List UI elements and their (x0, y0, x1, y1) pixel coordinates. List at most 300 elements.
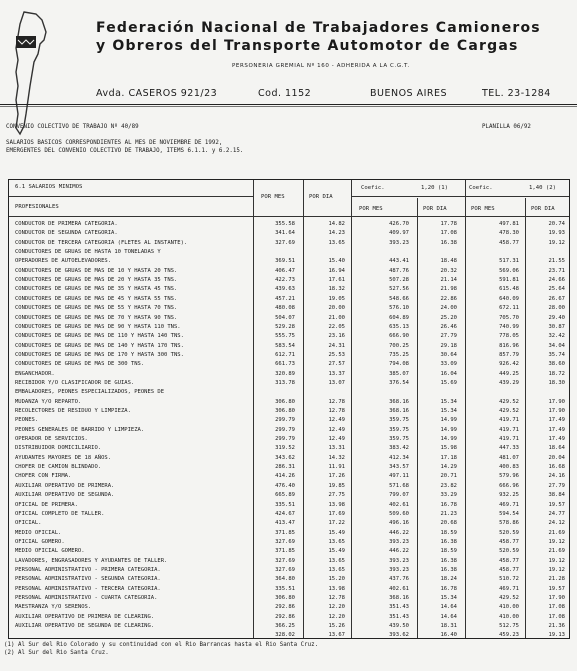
cell-value: 19.12 (548, 566, 565, 573)
cell-value: 12.49 (328, 436, 345, 443)
table-row (9, 323, 569, 333)
table-row (9, 594, 569, 604)
cell-value: 20.68 (440, 520, 457, 527)
cell-value: 24.77 (548, 510, 565, 517)
cell-value: 27.79 (548, 482, 565, 489)
cell-value: 393.23 (389, 538, 409, 545)
cell-value: 410.00 (499, 604, 519, 611)
cell-value: 292.86 (275, 604, 295, 611)
cell-value: 412.34 (389, 454, 409, 461)
cell-value: 27.75 (328, 492, 345, 499)
table-row (9, 351, 569, 361)
cell-value: 21.14 (440, 277, 457, 284)
cell-value: 359.75 (389, 417, 409, 424)
cell-value: 400.83 (499, 464, 519, 471)
cell-value: 15.34 (440, 408, 457, 414)
table-row (9, 285, 569, 295)
cell-value: 34.04 (548, 342, 565, 349)
cell-value: 19.12 (548, 239, 565, 246)
cell-value: 13.67 (328, 632, 345, 639)
cell-value: 857.79 (499, 351, 519, 358)
cell-value: 439.29 (499, 379, 519, 386)
cell-value: 28.00 (548, 305, 565, 312)
cell-value: 19.57 (548, 501, 565, 508)
row-label: CHOFER CON FIRMA. (15, 473, 72, 480)
cell-value: 666.96 (499, 482, 519, 489)
org-line-1: Federación Nacional de Trabajadores Camioneros (96, 20, 541, 36)
cell-value: 33.29 (440, 492, 457, 499)
cell-value: 313.78 (275, 379, 295, 386)
cell-value: 481.07 (499, 454, 519, 461)
cell-value: 476.40 (275, 482, 295, 489)
cell-value: 24.66 (548, 277, 565, 284)
row-label: EMBALADORES, PEONES ESPECIALIZADOS, PEONES DE (15, 389, 165, 396)
table-row (9, 444, 569, 454)
row-label: AUXILIAR OPERATIVO DE SEGUNDA. (15, 492, 115, 499)
cell-value: 21.98 (440, 286, 457, 293)
row-label: RECIBIDOR Y/O CLASIFICADOR DE GUIAS. (15, 379, 135, 386)
cell-value: 410.00 (499, 613, 519, 620)
row-label: MEDIO OFICIAL GOMERO. (15, 548, 85, 555)
cell-value: 18.31 (440, 623, 457, 630)
city: BUENOS AIRES (370, 88, 448, 99)
cell-value: 306.80 (275, 595, 295, 601)
col-header-por-dia: POR DIA (309, 194, 333, 200)
cell-value: 429.52 (499, 408, 519, 414)
cell-value: 458.77 (499, 239, 519, 246)
cell-value: 25.64 (548, 286, 565, 293)
cell-value: 17.69 (328, 510, 345, 517)
cell-value: 437.76 (389, 576, 409, 583)
cell-value: 406.47 (275, 267, 295, 274)
cell-value: 449.25 (499, 370, 519, 377)
salary-table (8, 179, 570, 639)
cell-value: 816.96 (499, 342, 519, 349)
cell-value: 439.63 (275, 286, 295, 293)
cell-value: 38.60 (548, 361, 565, 368)
cell-value: 15.26 (328, 623, 345, 630)
cell-value: 343.62 (275, 454, 295, 461)
cell-value: 459.23 (499, 632, 519, 639)
cell-value: 17.61 (328, 277, 345, 284)
table-row (9, 603, 569, 613)
cell-value: 13.65 (328, 239, 345, 246)
row-label: OFICIAL COMPLETO DE TALLER. (15, 510, 105, 517)
cell-value: 446.22 (389, 529, 409, 536)
cell-value: 458.77 (499, 566, 519, 573)
argentina-map-icon (6, 10, 50, 136)
cell-value: 15.34 (440, 595, 457, 601)
row-label: CHOFER DE CAMION BLINDADO. (15, 464, 102, 471)
cell-value: 368.16 (389, 595, 409, 601)
table-row (9, 557, 569, 567)
table-row (9, 398, 569, 408)
row-label: CONDUCTOR DE SEGUNDA CATEGORIA. (15, 230, 118, 237)
row-label: OFICIAL. (15, 520, 42, 527)
cell-value: 778.05 (499, 333, 519, 340)
row-label: CONDUCTORES DE GRUAS DE MAS DE 35 Y HASTA 45 TNS. (15, 286, 178, 293)
cell-value: 21.36 (548, 623, 565, 630)
row-label: PERSONAL ADMINISTRATIVO - PRIMERA CATEGORIA. (15, 566, 161, 573)
table-row (9, 267, 569, 277)
cell-value: 510.72 (499, 576, 519, 583)
row-label: MAESTRANZA Y/O SERENOS. (15, 604, 92, 611)
row-label: OPERADORES DE AUTOELEVADORES. (15, 258, 112, 265)
cell-value: 19.05 (328, 295, 345, 302)
table-row (9, 547, 569, 557)
cell-value: 12.49 (328, 417, 345, 424)
row-label: LAVADORES, ENGRASADORES Y AYUDANTES DE TALLER. (15, 557, 168, 564)
row-label: RECOLECTORES DE RESIDUO Y LIMPIEZA. (15, 408, 131, 414)
cell-value: 443.41 (389, 258, 409, 265)
cell-value: 926.42 (499, 361, 519, 368)
cell-value: 13.31 (328, 445, 345, 452)
cell-value: 439.50 (389, 623, 409, 630)
cell-value: 578.86 (499, 520, 519, 527)
cell-value: 419.71 (499, 426, 519, 433)
table-row (9, 622, 569, 632)
cell-value: 26.46 (440, 323, 457, 330)
cell-value: 16.38 (440, 557, 457, 564)
cell-value: 16.78 (440, 501, 457, 508)
cell-value: 14.82 (328, 221, 345, 227)
cell-value: 13.65 (328, 538, 345, 545)
cell-value: 12.20 (328, 613, 345, 620)
personeria-gremial: PERSONERIA GREMIAL Nº 160 - ADHERIDA A LA C.G.T. (232, 63, 410, 69)
cell-value: 14.99 (440, 426, 457, 433)
row-label: CONDUCTORES DE GRUAS DE MAS DE 140 Y HASTA 170 TNS. (15, 342, 184, 349)
cell-value: 15.69 (440, 379, 457, 386)
cell-value: 15.49 (328, 548, 345, 555)
row-label: AUXILIAR OPERATIVO DE PRIMERA DE CLEARING. (15, 613, 155, 620)
cell-value: 413.47 (275, 520, 295, 527)
cell-value: 393.23 (389, 566, 409, 573)
cell-value: 327.69 (275, 239, 295, 246)
cell-value: 496.16 (389, 520, 409, 527)
cell-value: 640.09 (499, 295, 519, 302)
cell-value: 735.25 (389, 351, 409, 358)
footnote-2: (2) Al Sur del Rio Santa Cruz. (4, 650, 109, 656)
cell-value: 497.11 (389, 473, 409, 480)
cell-value: 16.94 (328, 267, 345, 274)
cell-value: 383.42 (389, 445, 409, 452)
table-row (9, 370, 569, 380)
cell-value: 12.78 (328, 408, 345, 414)
col-header-coef2-dia: POR DIA (531, 206, 555, 212)
table-row (9, 482, 569, 492)
cell-value: 364.80 (275, 576, 295, 583)
cell-value: 18.30 (548, 379, 565, 386)
row-label: OFICIAL DE PRIMERA. (15, 501, 78, 508)
table-row (9, 613, 569, 623)
cell-value: 14.99 (440, 417, 457, 424)
cell-value: 480.08 (275, 305, 295, 312)
cell-value: 17.08 (548, 613, 565, 620)
cell-value: 13.98 (328, 585, 345, 592)
cell-value: 19.85 (328, 482, 345, 489)
cell-value: 576.10 (389, 305, 409, 312)
cell-value: 366.25 (275, 623, 295, 630)
cell-value: 299.79 (275, 436, 295, 443)
table-row (9, 379, 569, 389)
intro-line-1: SALARIOS BASICOS CORRESPONDIENTES AL MES DE NOVIEMBRE DE 1992, (6, 140, 223, 146)
cell-value: 20.00 (328, 305, 345, 312)
cell-value: 371.85 (275, 548, 295, 555)
cell-value: 17.18 (440, 454, 457, 461)
row-label: PEONES GENERALES DE BARRIDO Y LIMPIEZA. (15, 426, 145, 433)
cell-value: 15.49 (328, 529, 345, 536)
table-row (9, 332, 569, 342)
cell-value: 799.07 (389, 492, 409, 499)
cell-value: 740.99 (499, 323, 519, 330)
footnotes (4, 641, 318, 657)
cell-value: 705.70 (499, 314, 519, 321)
cell-value: 18.48 (440, 258, 457, 265)
header-divider (0, 104, 577, 105)
cell-value: 665.89 (275, 492, 295, 499)
cell-value: 20.32 (440, 267, 457, 274)
address: Avda. CASEROS 921/23 (96, 88, 218, 99)
col-header-por-mes: POR MES (261, 194, 285, 200)
cell-value: 520.59 (499, 529, 519, 536)
cell-value: 414.26 (275, 473, 295, 480)
cell-value: 579.96 (499, 473, 519, 480)
cell-value: 327.69 (275, 557, 295, 564)
row-label: CONDUCTORES DE GRUAS DE MAS DE 110 Y HASTA 140 TNS. (15, 333, 184, 340)
cell-value: 19.93 (548, 230, 565, 237)
cell-value: 368.16 (389, 408, 409, 414)
cell-value: 33.09 (440, 361, 457, 368)
cell-value: 24.12 (548, 520, 565, 527)
cell-value: 21.69 (548, 529, 565, 536)
cell-value: 15.34 (440, 398, 457, 405)
cell-value: 22.05 (328, 323, 345, 330)
cell-value: 21.69 (548, 548, 565, 555)
cell-value: 509.60 (389, 510, 409, 517)
cell-value: 24.16 (548, 473, 565, 480)
cell-value: 29.18 (440, 342, 457, 349)
table-row (9, 239, 569, 249)
cell-value: 571.68 (389, 482, 409, 489)
col-header-coef1-mes: POR MES (359, 206, 383, 212)
cell-value: 583.54 (275, 342, 295, 349)
table-row (9, 463, 569, 473)
table-row (9, 304, 569, 314)
row-label: PERSONAL ADMINISTRATIVO - CUARTA CATEGORIA. (15, 595, 158, 601)
cell-value: 429.52 (499, 398, 519, 405)
cell-value: 13.98 (328, 501, 345, 508)
cell-value: 286.31 (275, 464, 295, 471)
convenio-number: CONVENIO COLECTIVO DE TRABAJO Nº 40/89 (6, 124, 139, 130)
cell-value: 292.86 (275, 613, 295, 620)
cell-value: 30.87 (548, 323, 565, 330)
table-row (9, 257, 569, 267)
cell-value: 429.52 (499, 595, 519, 601)
cell-value: 529.28 (275, 323, 295, 330)
table-row (9, 491, 569, 501)
cell-value: 25.53 (328, 351, 345, 358)
intro-line-2: EMERGENTES DEL CONVENIO COLECTIVO DE TRABAJO, ITEMS 6.1.1. y 6.2.15. (6, 148, 244, 154)
cell-value: 12.78 (328, 595, 345, 601)
table-row (9, 426, 569, 436)
cell-value: 19.12 (548, 538, 565, 545)
row-label: CONDUCTORES DE GRUAS DE MAS DE 45 Y HASTA 55 TNS. (15, 295, 178, 302)
table-row (9, 631, 569, 641)
col-header-coef2-mes: POR MES (471, 206, 495, 212)
table-row (9, 585, 569, 595)
cell-value: 932.25 (499, 492, 519, 499)
cell-value: 12.49 (328, 426, 345, 433)
cell-value: 700.25 (389, 342, 409, 349)
cell-value: 21.28 (548, 576, 565, 583)
row-label: CONDUCTORES DE GRUAS DE MAS DE 90 Y HASTA 110 TNS. (15, 323, 181, 330)
cell-value: 14.99 (440, 436, 457, 443)
cell-value: 306.80 (275, 398, 295, 405)
cell-value: 35.74 (548, 351, 565, 358)
cell-value: 14.29 (440, 464, 457, 471)
cell-value: 376.54 (389, 379, 409, 386)
cell-value: 299.79 (275, 426, 295, 433)
cell-value: 343.57 (389, 464, 409, 471)
header-divider-thin (0, 106, 577, 107)
cell-value: 27.57 (328, 361, 345, 368)
cell-value: 520.59 (499, 548, 519, 555)
cell-value: 591.81 (499, 277, 519, 284)
cell-value: 385.07 (389, 370, 409, 377)
cell-value: 351.43 (389, 613, 409, 620)
cell-value: 16.38 (440, 538, 457, 545)
row-label: PEONES. (15, 417, 39, 424)
cell-value: 13.37 (328, 370, 345, 377)
table-row (9, 407, 569, 417)
cell-value: 635.13 (389, 323, 409, 330)
cell-value: 504.07 (275, 314, 295, 321)
coef-2-label: Coefic. (469, 185, 493, 191)
cell-value: 426.70 (389, 221, 409, 227)
row-label: OFICIAL GOMERO. (15, 538, 65, 545)
table-row (9, 220, 569, 230)
cell-value: 527.56 (389, 286, 409, 293)
cell-value: 13.07 (328, 379, 345, 386)
cell-value: 393.23 (389, 239, 409, 246)
cell-value: 25.20 (440, 314, 457, 321)
cell-value: 548.66 (389, 295, 409, 302)
cell-value: 18.24 (440, 576, 457, 583)
cell-value: 14.64 (440, 604, 457, 611)
cell-value: 419.71 (499, 417, 519, 424)
cell-value: 517.31 (499, 258, 519, 265)
cell-value: 320.89 (275, 370, 295, 377)
cell-value: 419.71 (499, 436, 519, 443)
table-row (9, 360, 569, 370)
cell-value: 341.64 (275, 230, 295, 237)
cell-value: 23.82 (440, 482, 457, 489)
cell-value: 612.71 (275, 351, 295, 358)
row-label: AUXILIAR OPERATIVO DE SEGUNDA DE CLEARING. (15, 623, 155, 630)
table-row (9, 501, 569, 511)
cell-value: 32.42 (548, 333, 565, 340)
cell-value: 661.73 (275, 361, 295, 368)
cell-value: 351.43 (389, 604, 409, 611)
cell-value: 393.23 (389, 557, 409, 564)
cell-value: 23.71 (548, 267, 565, 274)
cell-value: 20.74 (548, 221, 565, 227)
cell-value: 335.51 (275, 501, 295, 508)
cell-value: 512.75 (499, 623, 519, 630)
coef-1-value: 1,20 (1) (421, 185, 448, 191)
cell-value: 17.22 (328, 520, 345, 527)
cell-value: 555.75 (275, 333, 295, 340)
cell-value: 19.57 (548, 585, 565, 592)
cell-value: 478.30 (499, 230, 519, 237)
table-row (9, 248, 569, 258)
row-label: CONDUCTOR DE TERCERA CATEGORIA (FLETES AL INSTANTE). (15, 239, 188, 246)
cell-value: 424.67 (275, 510, 295, 517)
cell-value: 18.64 (548, 445, 565, 452)
cell-value: 21.00 (328, 314, 345, 321)
cell-value: 23.16 (328, 333, 345, 340)
table-row (9, 388, 569, 398)
row-label: CONDUCTORES DE GRUAS DE MAS DE 55 Y HASTA 70 TNS. (15, 305, 178, 312)
table-row (9, 435, 569, 445)
cell-value: 21.23 (440, 510, 457, 517)
cell-value: 359.75 (389, 436, 409, 443)
row-label: CONDUCTORES DE GRUAS DE MAS DE 300 TNS. (15, 361, 145, 368)
org-line-2: y Obreros del Transporte Automotor de Cargas (96, 38, 519, 54)
cell-value: 327.69 (275, 566, 295, 573)
cell-value: 38.84 (548, 492, 565, 499)
cell-value: 17.49 (548, 426, 565, 433)
table-row (9, 575, 569, 585)
cell-value: 27.79 (440, 333, 457, 340)
cell-value: 16.78 (440, 585, 457, 592)
cell-value: 13.65 (328, 566, 345, 573)
cell-value: 26.67 (548, 295, 565, 302)
cell-value: 672.11 (499, 305, 519, 312)
cell-value: 14.64 (440, 613, 457, 620)
cell-value: 14.23 (328, 230, 345, 237)
cell-value: 371.85 (275, 529, 295, 536)
cell-value: 12.78 (328, 398, 345, 405)
table-row (9, 295, 569, 305)
row-label: CONDUCTORES DE GRUAS DE MAS DE 20 Y HASTA 35 TNS. (15, 277, 178, 284)
table-row (9, 454, 569, 464)
cell-value: 422.73 (275, 277, 295, 284)
cell-value: 569.06 (499, 267, 519, 274)
table-row (9, 566, 569, 576)
row-label: MEDIO OFICIAL. (15, 529, 62, 536)
cell-value: 447.33 (499, 445, 519, 452)
cell-value: 17.90 (548, 595, 565, 601)
cell-value: 15.40 (328, 258, 345, 265)
cell-value: 335.51 (275, 585, 295, 592)
table-row (9, 276, 569, 286)
cell-value: 30.64 (440, 351, 457, 358)
cell-value: 446.22 (389, 548, 409, 555)
cell-value: 16.38 (440, 566, 457, 573)
cell-value: 458.77 (499, 538, 519, 545)
header-rule (351, 196, 569, 197)
cell-value: 13.65 (328, 557, 345, 564)
cell-value: 18.59 (440, 548, 457, 555)
table-row (9, 538, 569, 548)
cell-value: 306.80 (275, 408, 295, 414)
row-label: CONDUCTORES DE GRUAS DE MAS DE 70 Y HASTA 90 TNS. (15, 314, 178, 321)
table-row (9, 342, 569, 352)
row-label: ENGANCHADOR. (15, 370, 55, 377)
cell-value: 507.28 (389, 277, 409, 284)
cell-value: 355.58 (275, 221, 295, 227)
